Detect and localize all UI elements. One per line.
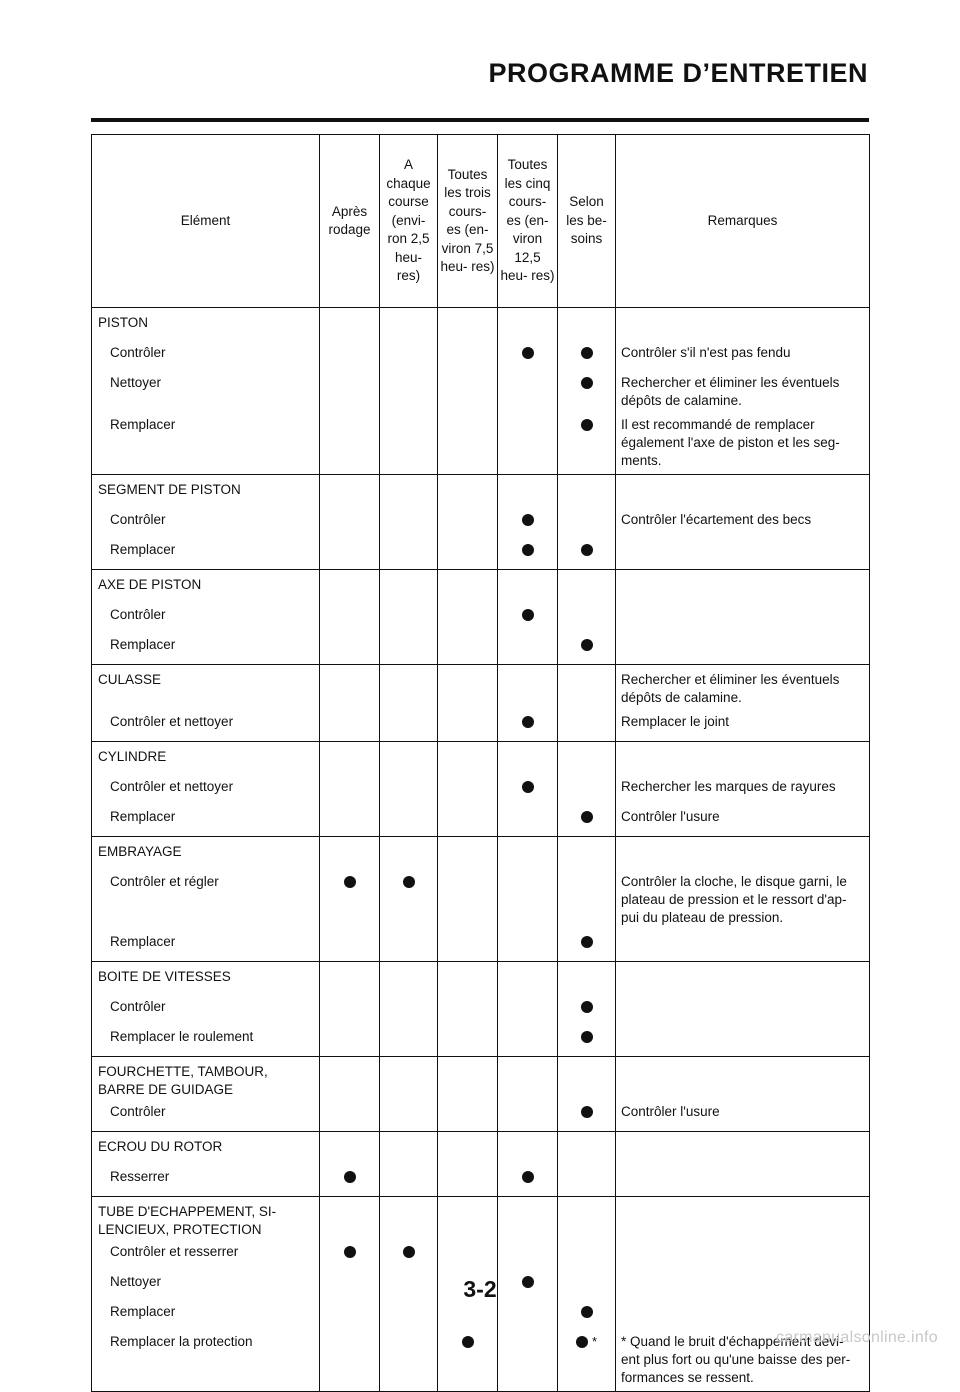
item-label: Remplacer bbox=[92, 929, 320, 959]
mark-cell bbox=[320, 1099, 380, 1129]
mark-cell bbox=[320, 837, 380, 870]
check-dot-icon bbox=[403, 876, 415, 888]
mark-cell bbox=[558, 507, 616, 537]
mark-cell bbox=[558, 570, 616, 603]
group-title: BOITE DE VITESSES bbox=[92, 962, 320, 995]
check-dot-icon bbox=[522, 347, 534, 359]
mark-cell bbox=[498, 475, 558, 508]
mark-cell bbox=[558, 742, 616, 775]
item-label: Contrôler et resserrer bbox=[92, 1239, 320, 1269]
group-remark bbox=[616, 475, 870, 508]
table-row bbox=[92, 1329, 870, 1389]
mark-cell bbox=[320, 1329, 380, 1389]
mark-cell bbox=[380, 1299, 438, 1329]
mark-cell bbox=[438, 632, 498, 662]
spacer-cell bbox=[380, 1389, 438, 1392]
mark-cell bbox=[498, 1132, 558, 1165]
column-header-element: Elément bbox=[92, 135, 320, 308]
mark-cell bbox=[438, 774, 498, 804]
mark-cell bbox=[380, 1024, 438, 1054]
mark-cell bbox=[320, 1299, 380, 1329]
mark-cell bbox=[320, 475, 380, 508]
group-remark bbox=[616, 742, 870, 775]
mark-cell bbox=[438, 1132, 498, 1165]
mark-cell bbox=[558, 1099, 616, 1129]
check-dot-icon bbox=[522, 781, 534, 793]
column-header-as-needed: Selon les be- soins bbox=[558, 135, 616, 308]
mark-cell bbox=[558, 1197, 616, 1240]
table-row bbox=[92, 370, 870, 412]
mark-cell bbox=[558, 340, 616, 370]
check-dot-icon bbox=[344, 1246, 356, 1258]
mark-cell bbox=[438, 370, 498, 412]
mark-cell bbox=[438, 962, 498, 995]
table-row bbox=[92, 869, 870, 929]
item-remark bbox=[616, 537, 870, 567]
mark-cell bbox=[558, 370, 616, 412]
check-dot-icon bbox=[581, 936, 593, 948]
mark-cell bbox=[558, 1299, 616, 1329]
mark-cell bbox=[320, 1132, 380, 1165]
mark-cell bbox=[438, 602, 498, 632]
group-title: CULASSE bbox=[92, 665, 320, 710]
mark-cell bbox=[438, 570, 498, 603]
check-dot-icon bbox=[522, 514, 534, 526]
mark-cell bbox=[320, 1197, 380, 1240]
table-row bbox=[92, 1299, 870, 1329]
column-header-remarks: Remarques bbox=[616, 135, 870, 308]
item-remark: * Quand le bruit d'échappement devi- ent plus fort ou qu'une baisse des per- formances se ressent. bbox=[616, 1329, 870, 1389]
check-dot-icon bbox=[581, 544, 593, 556]
mark-cell bbox=[320, 602, 380, 632]
mark-cell bbox=[380, 340, 438, 370]
mark-cell bbox=[498, 370, 558, 412]
mark-cell bbox=[498, 804, 558, 834]
table-row bbox=[92, 340, 870, 370]
check-dot-icon bbox=[581, 639, 593, 651]
mark-cell bbox=[320, 869, 380, 929]
item-remark bbox=[616, 1239, 870, 1269]
maintenance-group bbox=[92, 1132, 870, 1197]
mark-cell bbox=[438, 507, 498, 537]
item-label: Contrôler bbox=[92, 1099, 320, 1129]
mark-cell bbox=[558, 1329, 616, 1389]
mark-cell bbox=[380, 774, 438, 804]
mark-cell bbox=[438, 837, 498, 870]
mark-cell bbox=[498, 994, 558, 1024]
check-dot-icon bbox=[581, 419, 593, 431]
mark-cell bbox=[320, 507, 380, 537]
mark-cell bbox=[320, 929, 380, 959]
mark-cell bbox=[558, 537, 616, 567]
mark-cell bbox=[558, 709, 616, 739]
item-remark: Rechercher et éliminer les éventuels dépôts de calamine. bbox=[616, 370, 870, 412]
mark-cell bbox=[498, 1197, 558, 1240]
mark-cell bbox=[438, 994, 498, 1024]
group-title: SEGMENT DE PISTON bbox=[92, 475, 320, 508]
maintenance-group bbox=[92, 308, 870, 475]
item-remark: Contrôler l'écartement des becs bbox=[616, 507, 870, 537]
check-dot-icon bbox=[581, 347, 593, 359]
group-title-row bbox=[92, 308, 870, 341]
mark-cell bbox=[438, 1329, 498, 1389]
mark-cell bbox=[438, 475, 498, 508]
item-remark: Contrôler s'il n'est pas fendu bbox=[616, 340, 870, 370]
group-title: CYLINDRE bbox=[92, 742, 320, 775]
mark-cell bbox=[380, 370, 438, 412]
mark-cell bbox=[558, 962, 616, 995]
group-remark bbox=[616, 962, 870, 995]
check-dot-icon bbox=[522, 544, 534, 556]
mark-cell bbox=[558, 412, 616, 472]
mark-cell bbox=[380, 962, 438, 995]
mark-cell bbox=[438, 1164, 498, 1194]
group-remark bbox=[616, 1132, 870, 1165]
column-header-every-three-races: Toutes les trois cours- es (en- viron 7,5 heu- res) bbox=[438, 135, 498, 308]
mark-cell bbox=[380, 537, 438, 567]
item-remark: Contrôler la cloche, le disque garni, le plateau de pression et le ressort d'ap- pui du plateau de pression. bbox=[616, 869, 870, 929]
mark-cell bbox=[498, 929, 558, 959]
spacer-cell bbox=[320, 1389, 380, 1392]
item-label: Contrôler et nettoyer bbox=[92, 709, 320, 739]
table-row bbox=[92, 632, 870, 662]
mark-cell bbox=[498, 507, 558, 537]
mark-cell bbox=[320, 308, 380, 341]
mark-cell bbox=[438, 1239, 498, 1269]
mark-cell bbox=[380, 837, 438, 870]
mark-cell bbox=[380, 602, 438, 632]
item-remark bbox=[616, 994, 870, 1024]
item-remark: Contrôler l'usure bbox=[616, 1099, 870, 1129]
mark-cell bbox=[558, 774, 616, 804]
mark-cell bbox=[320, 1057, 380, 1100]
mark-cell bbox=[438, 1057, 498, 1100]
mark-cell bbox=[320, 1024, 380, 1054]
item-remark bbox=[616, 1299, 870, 1329]
group-title-row bbox=[92, 1197, 870, 1240]
table-row bbox=[92, 774, 870, 804]
mark-cell bbox=[558, 1057, 616, 1100]
mark-cell bbox=[498, 837, 558, 870]
item-label: Remplacer bbox=[92, 632, 320, 662]
spacer-cell bbox=[558, 1389, 616, 1392]
table-row bbox=[92, 1024, 870, 1054]
mark-cell bbox=[498, 742, 558, 775]
item-label: Remplacer le roulement bbox=[92, 1024, 320, 1054]
check-dot-icon bbox=[344, 1171, 356, 1183]
group-title-row bbox=[92, 570, 870, 603]
group-remark bbox=[616, 1057, 870, 1100]
mark-cell bbox=[558, 308, 616, 341]
mark-cell bbox=[380, 1099, 438, 1129]
mark-cell bbox=[438, 1099, 498, 1129]
check-dot-icon bbox=[581, 1001, 593, 1013]
mark-cell bbox=[558, 1132, 616, 1165]
group-title-row bbox=[92, 1132, 870, 1165]
mark-cell bbox=[558, 475, 616, 508]
item-label: Contrôler bbox=[92, 507, 320, 537]
mark-cell bbox=[438, 537, 498, 567]
mark-cell bbox=[498, 570, 558, 603]
mark-cell bbox=[320, 804, 380, 834]
mark-cell bbox=[498, 1099, 558, 1129]
mark-cell bbox=[380, 1239, 438, 1269]
group-remark: Rechercher et éliminer les éventuels dépôts de calamine. bbox=[616, 665, 870, 710]
mark-cell bbox=[498, 1024, 558, 1054]
table-row bbox=[92, 507, 870, 537]
table-row bbox=[92, 709, 870, 739]
table-row bbox=[92, 1099, 870, 1129]
mark-cell bbox=[438, 1197, 498, 1240]
check-dot-icon bbox=[581, 377, 593, 389]
item-label: Remplacer bbox=[92, 412, 320, 472]
mark-cell bbox=[438, 340, 498, 370]
mark-cell bbox=[498, 774, 558, 804]
mark-cell bbox=[498, 602, 558, 632]
mark-cell bbox=[498, 340, 558, 370]
mark-cell bbox=[380, 1057, 438, 1100]
maintenance-group bbox=[92, 475, 870, 570]
item-remark bbox=[616, 1164, 870, 1194]
item-label: Contrôler bbox=[92, 602, 320, 632]
group-title-row bbox=[92, 742, 870, 775]
table-row bbox=[92, 602, 870, 632]
item-label: Remplacer bbox=[92, 804, 320, 834]
mark-cell bbox=[380, 804, 438, 834]
mark-cell bbox=[498, 962, 558, 995]
maintenance-group bbox=[92, 665, 870, 742]
check-dot-icon bbox=[581, 1306, 593, 1318]
group-title-row bbox=[92, 962, 870, 995]
group-title-row bbox=[92, 1057, 870, 1100]
watermark: carmanualsonline.info bbox=[776, 1329, 938, 1346]
group-title: AXE DE PISTON bbox=[92, 570, 320, 603]
mark-cell bbox=[498, 537, 558, 567]
page-title: PROGRAMME D’ENTRETIEN bbox=[488, 58, 868, 88]
check-dot-icon bbox=[522, 1171, 534, 1183]
mark-cell bbox=[320, 1164, 380, 1194]
group-spacer bbox=[92, 1389, 870, 1392]
mark-cell bbox=[558, 994, 616, 1024]
mark-cell bbox=[380, 742, 438, 775]
mark-cell bbox=[320, 962, 380, 995]
group-remark bbox=[616, 570, 870, 603]
mark-cell bbox=[380, 475, 438, 508]
spacer-cell bbox=[438, 1389, 498, 1392]
item-remark bbox=[616, 929, 870, 959]
mark-cell bbox=[498, 1057, 558, 1100]
mark-cell bbox=[380, 1164, 438, 1194]
table-row bbox=[92, 929, 870, 959]
mark-cell bbox=[380, 929, 438, 959]
table-row bbox=[92, 1164, 870, 1194]
mark-cell bbox=[498, 1299, 558, 1329]
mark-cell bbox=[380, 1329, 438, 1389]
group-title: PISTON bbox=[92, 308, 320, 341]
mark-cell bbox=[438, 804, 498, 834]
maintenance-group bbox=[92, 962, 870, 1057]
mark-cell bbox=[380, 412, 438, 472]
check-dot-icon bbox=[403, 1246, 415, 1258]
check-dot-icon bbox=[462, 1336, 474, 1348]
mark-cell bbox=[320, 632, 380, 662]
mark-cell bbox=[558, 869, 616, 929]
mark-cell bbox=[320, 665, 380, 710]
mark-cell bbox=[558, 804, 616, 834]
mark-cell bbox=[558, 632, 616, 662]
check-dot-icon bbox=[576, 1336, 588, 1348]
table-row bbox=[92, 804, 870, 834]
group-remark bbox=[616, 308, 870, 341]
mark-cell bbox=[380, 994, 438, 1024]
mark-cell bbox=[438, 1024, 498, 1054]
item-label: Resserrer bbox=[92, 1164, 320, 1194]
page-number: 3-2 bbox=[463, 1276, 497, 1302]
mark-cell bbox=[558, 1024, 616, 1054]
item-label: Remplacer bbox=[92, 537, 320, 567]
title-rule bbox=[91, 118, 869, 122]
maintenance-group bbox=[92, 742, 870, 837]
mark-cell bbox=[498, 308, 558, 341]
check-dot-icon bbox=[344, 876, 356, 888]
item-label: Contrôler et régler bbox=[92, 869, 320, 929]
group-title: EMBRAYAGE bbox=[92, 837, 320, 870]
item-label: Remplacer la protection bbox=[92, 1329, 320, 1389]
mark-cell bbox=[498, 412, 558, 472]
spacer-cell bbox=[616, 1389, 870, 1392]
mark-cell bbox=[498, 665, 558, 710]
mark-cell bbox=[498, 632, 558, 662]
spacer-cell bbox=[92, 1389, 320, 1392]
mark-cell bbox=[438, 929, 498, 959]
mark-cell bbox=[438, 665, 498, 710]
table-row bbox=[92, 1239, 870, 1269]
mark-cell bbox=[438, 742, 498, 775]
mark-cell bbox=[438, 869, 498, 929]
mark-cell bbox=[498, 709, 558, 739]
mark-cell bbox=[498, 1239, 558, 1269]
mark-cell bbox=[380, 570, 438, 603]
spacer-cell bbox=[498, 1389, 558, 1392]
table-row bbox=[92, 412, 870, 472]
item-label: Nettoyer bbox=[92, 1269, 320, 1299]
item-remark: Rechercher les marques de rayures bbox=[616, 774, 870, 804]
mark-cell bbox=[380, 507, 438, 537]
mark-cell bbox=[498, 869, 558, 929]
item-remark bbox=[616, 1024, 870, 1054]
mark-cell bbox=[380, 632, 438, 662]
check-dot-icon bbox=[522, 716, 534, 728]
mark-cell bbox=[558, 1164, 616, 1194]
item-remark: Il est recommandé de remplacer également l'axe de piston et les seg- ments. bbox=[616, 412, 870, 472]
mark-cell bbox=[320, 370, 380, 412]
mark-cell bbox=[320, 1239, 380, 1269]
mark-cell bbox=[380, 1132, 438, 1165]
maintenance-table-container bbox=[91, 134, 869, 1392]
mark-cell bbox=[380, 709, 438, 739]
footnote-asterisk: * bbox=[591, 1333, 598, 1349]
mark-cell bbox=[320, 742, 380, 775]
mark-cell bbox=[320, 340, 380, 370]
group-remark bbox=[616, 1197, 870, 1240]
item-label: Nettoyer bbox=[92, 370, 320, 412]
table-row bbox=[92, 537, 870, 567]
group-remark bbox=[616, 837, 870, 870]
mark-cell bbox=[380, 308, 438, 341]
group-title: ECROU DU ROTOR bbox=[92, 1132, 320, 1165]
item-label: Contrôler et nettoyer bbox=[92, 774, 320, 804]
check-dot-icon bbox=[581, 1106, 593, 1118]
mark-cell bbox=[320, 412, 380, 472]
maintenance-group bbox=[92, 837, 870, 962]
mark-cell bbox=[320, 709, 380, 739]
mark-cell bbox=[380, 665, 438, 710]
item-remark: Remplacer le joint bbox=[616, 709, 870, 739]
check-dot-icon bbox=[581, 811, 593, 823]
check-dot-icon bbox=[581, 1031, 593, 1043]
group-title-row bbox=[92, 837, 870, 870]
item-label: Contrôler bbox=[92, 994, 320, 1024]
mark-cell bbox=[320, 774, 380, 804]
mark-cell bbox=[380, 1197, 438, 1240]
column-header-after-breakin: Après rodage bbox=[320, 135, 380, 308]
mark-cell bbox=[558, 665, 616, 710]
item-remark: Contrôler l'usure bbox=[616, 804, 870, 834]
group-title-row bbox=[92, 665, 870, 710]
mark-cell bbox=[558, 837, 616, 870]
maintenance-group bbox=[92, 570, 870, 665]
mark-cell bbox=[438, 412, 498, 472]
mark-cell bbox=[558, 602, 616, 632]
table-row bbox=[92, 994, 870, 1024]
maintenance-schedule-table bbox=[91, 134, 870, 1392]
mark-cell bbox=[438, 1299, 498, 1329]
item-label: Remplacer bbox=[92, 1299, 320, 1329]
item-remark bbox=[616, 632, 870, 662]
mark-cell bbox=[320, 537, 380, 567]
group-title-row bbox=[92, 475, 870, 508]
mark-cell bbox=[320, 570, 380, 603]
mark-cell bbox=[438, 308, 498, 341]
mark-cell bbox=[498, 1329, 558, 1389]
mark-cell bbox=[380, 869, 438, 929]
group-title: TUBE D'ECHAPPEMENT, SI- LENCIEUX, PROTECTION bbox=[92, 1197, 320, 1240]
maintenance-group bbox=[92, 1057, 870, 1132]
mark-cell bbox=[498, 1164, 558, 1194]
column-header-every-five-races: Toutes les cinq cours- es (en- viron 12,5 heu- res) bbox=[498, 135, 558, 308]
mark-cell bbox=[320, 994, 380, 1024]
mark-cell bbox=[558, 1239, 616, 1269]
check-dot-icon bbox=[522, 609, 534, 621]
group-title: FOURCHETTE, TAMBOUR, BARRE DE GUIDAGE bbox=[92, 1057, 320, 1100]
item-remark bbox=[616, 602, 870, 632]
column-header-each-race: A chaque course (envi- ron 2,5 heu- res) bbox=[380, 135, 438, 308]
item-label: Contrôler bbox=[92, 340, 320, 370]
mark-cell bbox=[558, 929, 616, 959]
mark-cell bbox=[438, 709, 498, 739]
